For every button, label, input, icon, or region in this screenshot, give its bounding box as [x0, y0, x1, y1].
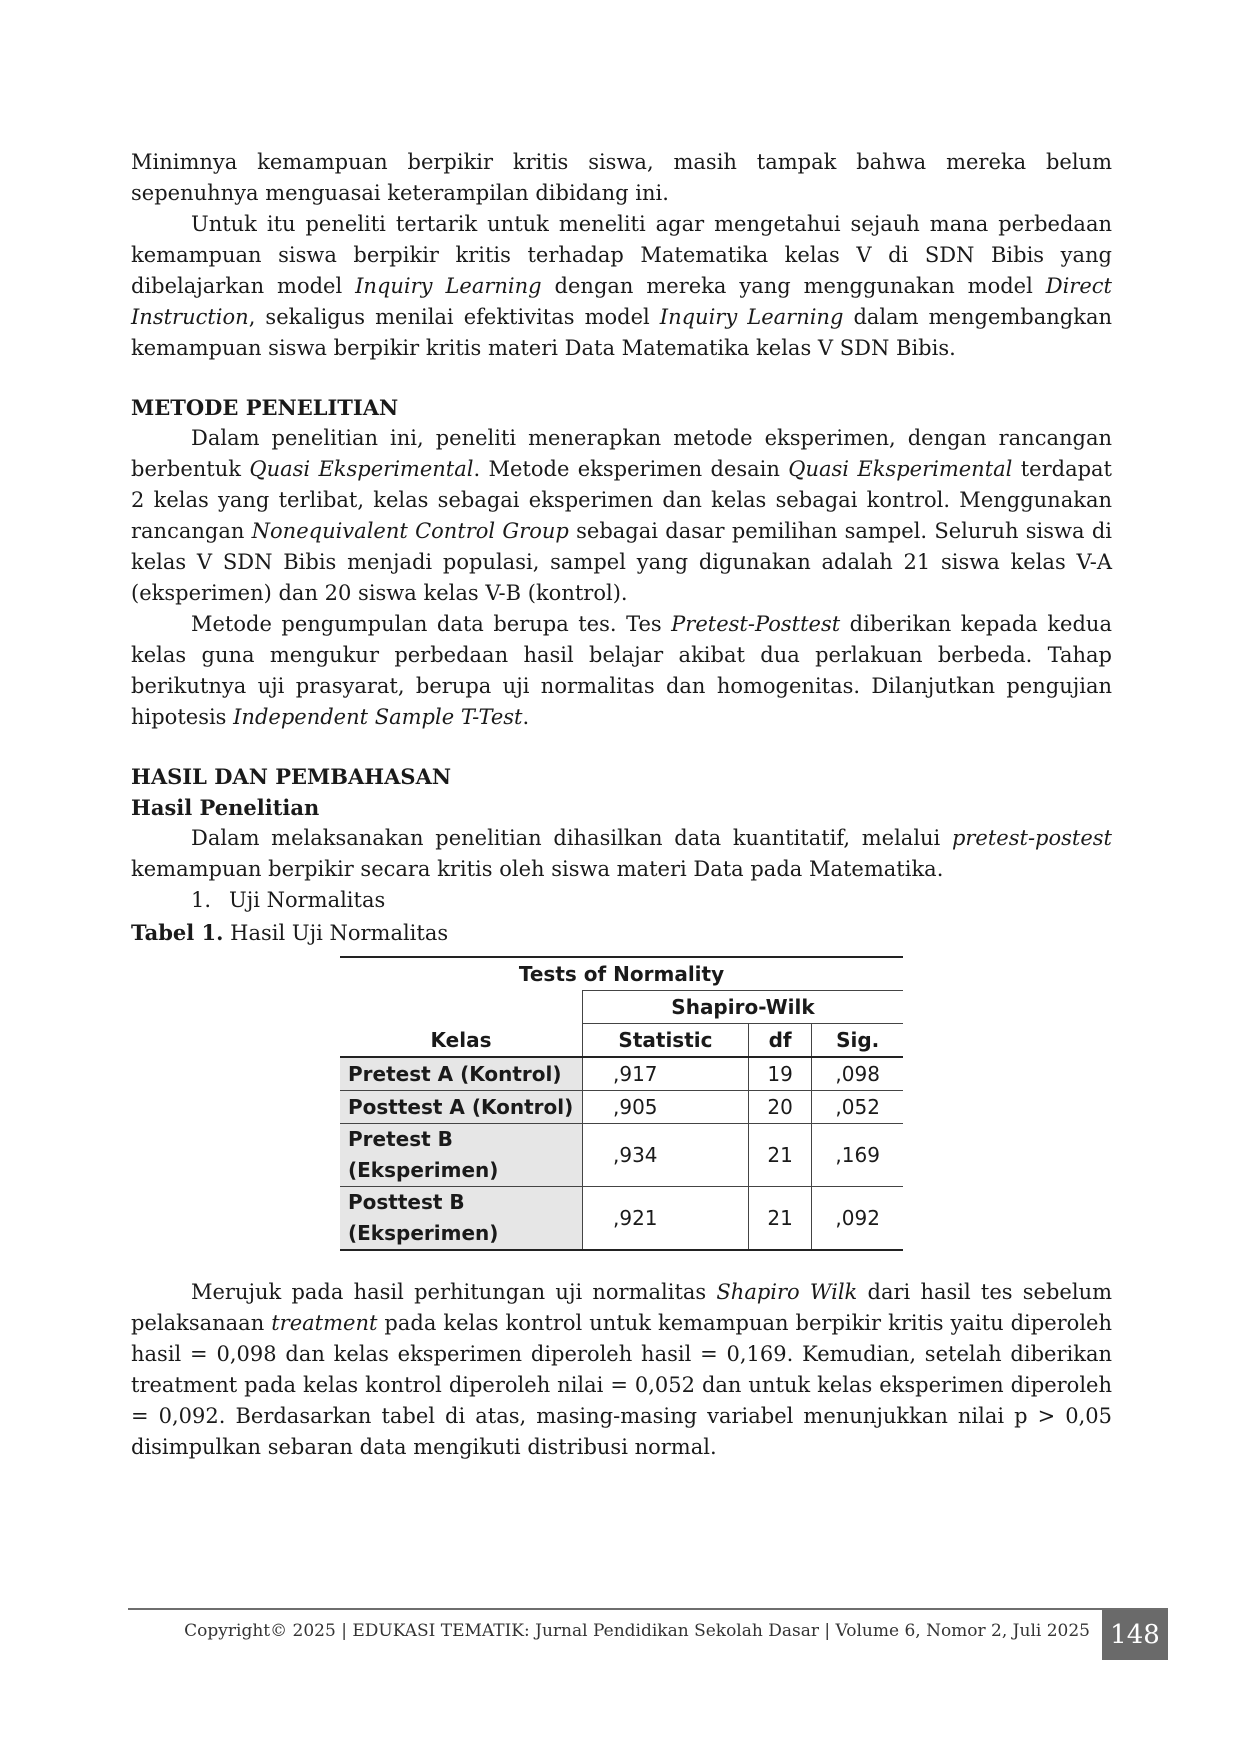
cell-statistic: ,921 — [583, 1187, 749, 1251]
page-number: 148 — [1102, 1610, 1168, 1660]
cell-df: 21 — [748, 1124, 811, 1187]
table-caption — [131, 916, 1112, 950]
text-run: terdapat 2 kelas yang terlibat, kelas sebagai eksperimen dan kelas sebagai kontrol. Menggunakan rancangan — [131, 457, 1112, 543]
section-heading-hasil: HASIL DAN PEMBAHASAN — [131, 764, 452, 789]
cell-df: 20 — [748, 1091, 811, 1124]
paragraph-data-collection — [131, 609, 1112, 733]
cell-df: 19 — [748, 1057, 811, 1091]
italic-text: Quasi Eksperimental — [788, 457, 1013, 481]
table-title: Tests of Normality — [340, 957, 903, 991]
text-run: , sekaligus menilai efektivitas model — [248, 305, 660, 329]
normality-table-wrapper — [340, 956, 903, 1251]
italic-text: Quasi Eksperimental — [249, 457, 474, 481]
paragraph-normality-discussion — [131, 1277, 1112, 1463]
header-shapiro-wilk: Shapiro-Wilk — [583, 991, 904, 1024]
header-kelas: Kelas — [340, 991, 583, 1058]
paragraph-results-intro — [131, 823, 1112, 885]
article-body — [131, 147, 1112, 1463]
list-item-uji-normalitas — [131, 885, 1112, 916]
list-text: Uji Normalitas — [229, 888, 386, 912]
text-run: . Metode eksperimen desain — [473, 457, 789, 481]
text-run: . — [522, 705, 530, 729]
row-label: Posttest B (Eksperimen) — [340, 1187, 583, 1251]
normality-table — [340, 956, 903, 1251]
paragraph-method-design — [131, 423, 1112, 609]
paragraph-intro-continued — [131, 147, 1112, 209]
row-label: Pretest A (Kontrol) — [340, 1057, 583, 1091]
cell-statistic: ,934 — [583, 1124, 749, 1187]
text-run: dengan mereka yang menggunakan model — [541, 274, 1046, 298]
text-run: Dalam penelitian ini, peneliti menerapkan metode eksperimen, dengan rancangan berbentuk — [131, 426, 1112, 481]
caption-label: Tabel 1. — [131, 920, 224, 945]
text-run: dalam mengembangkan kemampuan siswa berpikir kritis materi Data Matematika kelas V SDN Bibis. — [131, 305, 1112, 360]
text-run: sebagai dasar pemilihan sampel. Seluruh siswa di kelas V SDN Bibis menjadi populasi, sampel yang digunakan adalah 21 siswa kelas V-A (eksperimen) dan 20 siswa kelas V-B (kontrol). — [131, 519, 1112, 605]
text-run: Minimnya kemampuan berpikir kritis siswa, masih tampak bahwa mereka belum sepenuhnya menguasai keterampilan dibidang ini. — [131, 150, 1112, 205]
text-run: kemampuan berpikir secara kritis oleh siswa materi Data pada Matematika. — [131, 857, 944, 881]
italic-text: Pretest-Posttest — [671, 612, 841, 636]
caption-text: Hasil Uji Normalitas — [223, 921, 449, 945]
text-run: diberikan kepada kedua kelas guna mengukur perbedaan hasil belajar akibat dua perlakuan berbeda. Tahap berikutnya uji prasyarat, berupa uji normalitas dan homogenitas. Dilanjutkan pengujian hipotesis — [131, 612, 1112, 729]
italic-text: Independent Sample T-Test — [233, 705, 523, 729]
italic-text: pretest-postest — [951, 826, 1112, 850]
table-row — [340, 1091, 903, 1124]
italic-text: Direct Instruction — [131, 274, 1112, 329]
subsection-heading-hasil-penelitian: Hasil Penelitian — [131, 795, 320, 820]
cell-statistic: ,905 — [583, 1091, 749, 1124]
header-df: df — [748, 1024, 811, 1058]
cell-statistic: ,917 — [583, 1057, 749, 1091]
cell-sig: ,098 — [812, 1057, 903, 1091]
cell-df: 21 — [748, 1187, 811, 1251]
footer-divider — [128, 1608, 1168, 1610]
table-row — [340, 1187, 903, 1251]
italic-text: Shapiro Wilk — [716, 1280, 858, 1304]
italic-text: treatment — [271, 1311, 378, 1335]
text-run: pada kelas kontrol untuk kemampuan berpikir kritis yaitu diperoleh hasil = 0,098 dan kelas eksperimen diperoleh hasil = 0,169. Kemudian, setelah diberikan treatment pada kelas kontrol diperoleh nilai = 0,052 dan untuk kelas eksperimen diperoleh = 0,092. Berdasarkan tabel di atas, masing-masing variabel menunjukkan nilai p > 0,05 disimpulkan sebaran data mengikuti distribusi normal. — [131, 1311, 1112, 1459]
italic-text: Inquiry Learning — [355, 274, 542, 298]
table-row — [340, 1124, 903, 1187]
row-label: Posttest A (Kontrol) — [340, 1091, 583, 1124]
cell-sig: ,169 — [812, 1124, 903, 1187]
italic-text: Nonequivalent Control Group — [251, 519, 569, 543]
text-run: Dalam melaksanakan penelitian dihasilkan data kuantitatif, melalui — [191, 826, 952, 850]
italic-text: Inquiry Learning — [659, 305, 844, 329]
list-number: 1. — [191, 888, 212, 912]
table-row — [340, 1057, 903, 1091]
paragraph-research-purpose — [131, 209, 1112, 364]
text-run: Merujuk pada hasil perhitungan uji normalitas — [191, 1280, 717, 1304]
cell-sig: ,052 — [812, 1091, 903, 1124]
header-statistic: Statistic — [583, 1024, 749, 1058]
text-run: dari hasil tes sebelum pelaksanaan — [131, 1280, 1113, 1335]
cell-sig: ,092 — [812, 1187, 903, 1251]
text-run: Metode pengumpulan data berupa tes. Tes — [191, 612, 672, 636]
row-label: Pretest B (Eksperimen) — [340, 1124, 583, 1187]
footer-copyright: Copyright© 2025 | EDUKASI TEMATIK: Jurnal Pendidikan Sekolah Dasar | Volume 6, Nomor 2, Juli 2025 — [184, 1621, 1090, 1641]
header-sig: Sig. — [812, 1024, 903, 1058]
section-heading-metode: METODE PENELITIAN — [131, 395, 399, 420]
text-run: Untuk itu peneliti tertarik untuk meneliti agar mengetahui sejauh mana perbedaan kemampuan siswa berpikir kritis terhadap Matematika kelas V di SDN Bibis yang dibelajarkan model — [131, 212, 1112, 298]
